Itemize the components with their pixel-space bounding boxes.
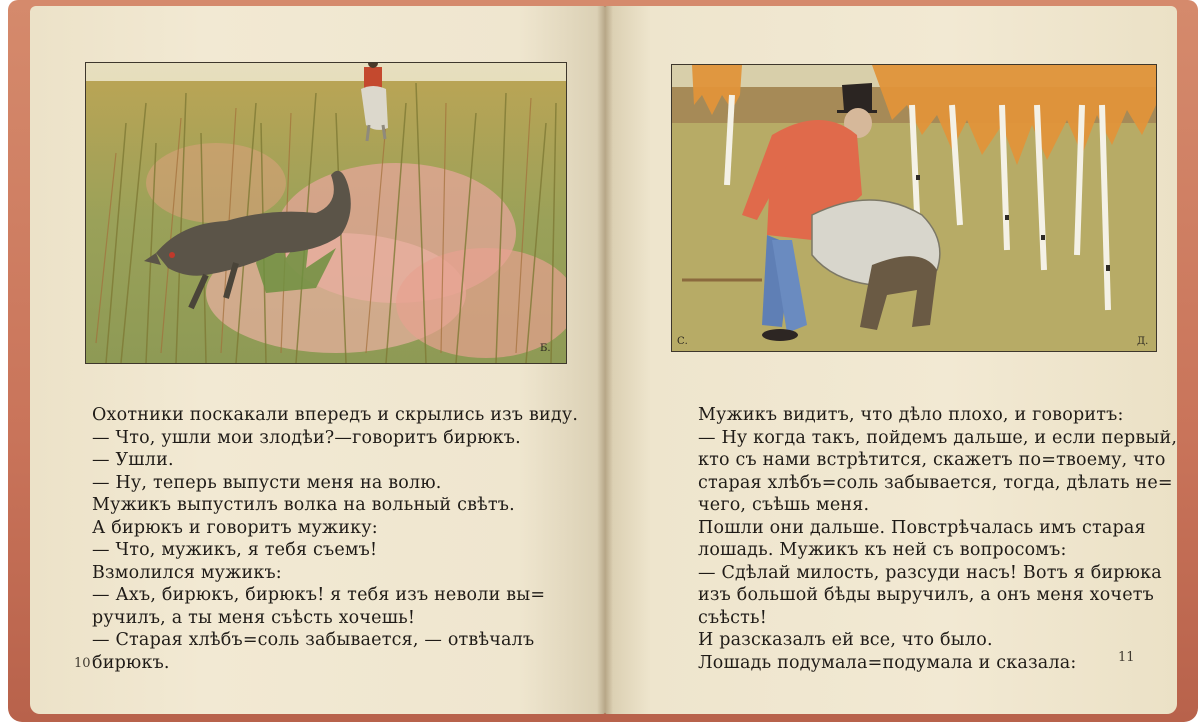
page-number-right: 11	[1118, 650, 1135, 665]
text-line: бирюкъ.	[92, 652, 170, 673]
right-illustration-signature-left: С.	[677, 336, 688, 347]
right-page-text	[698, 404, 1177, 674]
illustration-wolf-in-grass	[85, 62, 567, 364]
text-line: съѣсть!	[698, 607, 767, 628]
text-line: — Сдѣлай милость, разсуди насъ! Вотъ я бирюка	[698, 562, 1162, 583]
page-number-left: 10	[74, 656, 91, 671]
left-illustration-signature: Б.	[540, 343, 551, 354]
text-line: Мужикъ выпустилъ волка на вольный свѣтъ.	[92, 495, 515, 515]
text-line: чего, съѣшь меня.	[698, 495, 870, 515]
text-line: И разсказалъ ей все, что было.	[698, 630, 993, 650]
text-line: А бирюкъ и говоритъ мужику:	[92, 517, 378, 538]
right-illustration-signature-right: Д.	[1137, 336, 1149, 347]
text-line: — Ну когда такъ, пойдемъ дальше, и если первый,	[698, 427, 1177, 448]
text-line: Взмолился мужикъ:	[92, 562, 282, 583]
illustration-man-and-wolf	[671, 64, 1157, 352]
text-line: — Старая хлѣбъ=соль забывается, — отвѣчалъ	[92, 630, 535, 650]
text-line: — Ахъ, бирюкъ, бирюкъ! я тебя изъ неволи вы=	[92, 585, 546, 605]
text-line: кто съ нами встрѣтится, скажетъ по=твоему, что	[698, 450, 1166, 470]
text-line: изъ большой бѣды выручилъ, а онъ меня хочетъ	[698, 585, 1154, 605]
text-line: Пошли они дальше. Повстрѣчалась имъ старая	[698, 517, 1146, 538]
text-line: Мужикъ видитъ, что дѣло плохо, и говоритъ:	[698, 405, 1124, 425]
text-line: — Ушли.	[92, 450, 174, 470]
text-line: — Ну, теперь выпусти меня на волю.	[92, 472, 442, 493]
text-line: Лошадь подумала=подумала и сказала:	[698, 652, 1077, 673]
left-page	[30, 6, 605, 714]
text-line: Охотники поскакали впередъ и скрылись изъ виду.	[92, 405, 579, 425]
text-line: ручилъ, а ты меня съѣсть хочешь!	[92, 607, 416, 628]
text-line: — Что, мужикъ, я тебя съемъ!	[92, 540, 378, 560]
text-line: — Что, ушли мои злодѣи?—говоритъ бирюкъ.	[92, 427, 521, 448]
right-page	[605, 6, 1177, 714]
man-wolf-birches-image	[672, 65, 1156, 351]
left-page-text	[92, 404, 579, 674]
wolf-hunter-image	[86, 63, 566, 363]
book-gutter	[597, 6, 613, 714]
text-line: старая хлѣбъ=соль забывается, тогда, дѣлать не=	[698, 472, 1173, 493]
text-line: лошадь. Мужикъ къ ней съ вопросомъ:	[698, 540, 1067, 560]
